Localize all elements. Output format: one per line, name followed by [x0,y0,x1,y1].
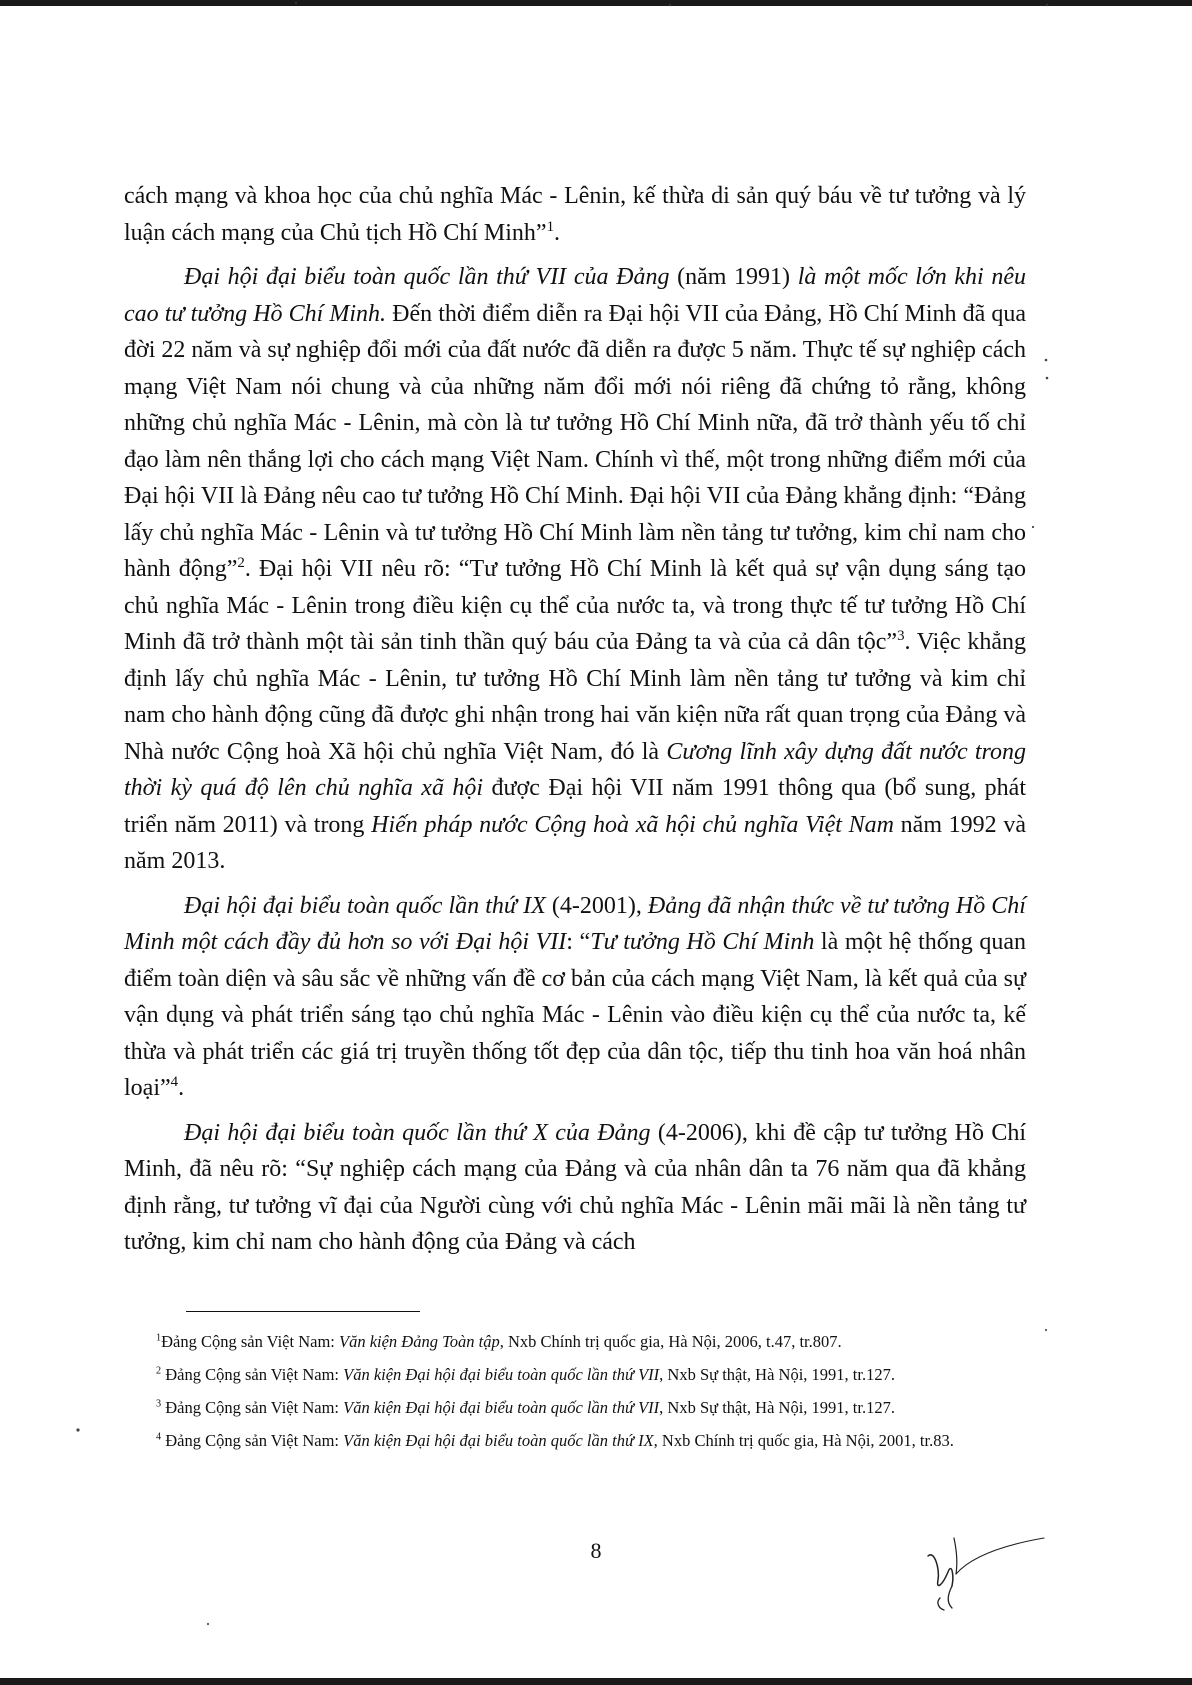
footnote-ref-1: 1 [546,218,555,235]
footnote-2: $^2$ Đảng Cộng sản Việt Nam: Văn kiện Đại hội đại biểu toàn quốc lần thứ VII, Nxb Sự thật, Hà Nội, 1991, tr.127. [156,1365,895,1384]
paragraph-congress-ix: Đại hội đại biểu toàn quốc lần thứ IX (4-2001), Đảng đã nhận thức về tư tưởng Hồ Chí Minh một cách đầy đủ hơn so với Đại hội VII: “Tư tưởng Hồ Chí Minh là một hệ thống quan điểm toàn diện và sâu sắc về những vấn đề cơ bản của cách mạng Việt Nam, là kết quả của sự vận dụng và phát triển sáng tạo chủ nghĩa Mác - Lênin vào điều kiện cụ thể của nước ta, kế thừa và phát triển các giá trị truyền thống tốt đẹp của dân tộc, tiếp thu tinh hoa văn hoá nhân loại”$^4$. [124,892,1026,1101]
page-number: 8 [590,1538,602,1563]
footnote-1: $^1$Đảng Cộng sản Việt Nam: Văn kiện Đảng Toàn tập, Nxb Chính trị quốc gia, Hà Nội, 2006, t.47, tr.807. [156,1332,842,1351]
footnote-3: $^3$ Đảng Cộng sản Việt Nam: Văn kiện Đại hội đại biểu toàn quốc lần thứ VII, Nxb Sự thật, Hà Nội, 1991, tr.127. [156,1398,895,1417]
footnote-ref-3: 3 [897,628,905,644]
footnote-ref-2: 2 [237,555,245,571]
footnote-ref-4: 4 [170,1074,179,1090]
bottom-scan-border [0,1678,1192,1685]
paragraph-congress-vii: Đại hội đại biểu toàn quốc lần thứ VII của Đảng (năm 1991) là một mốc lớn khi nêu cao tư tưởng Hồ Chí Minh. Đến thời điểm diễn ra Đại hội VII của Đảng, Hồ Chí Minh đã qua đời 22 năm và sự nghiệp đổi mới của đất nước đã diễn ra được 5 năm. Thực tế sự nghiệp cách mạng Việt Nam nói chung và của những năm đổi mới nói riêng đã chứng tỏ rằng, không những chủ nghĩa Mác - Lênin, mà còn là tư tưởng Hồ Chí Minh nữa, đã trở thành yếu tố chỉ đạo làm nên thắng lợi cho cách mạng Việt Nam. Chính vì thế, một trong những điểm mới của Đại hội VII là Đảng nêu cao tư tưởng Hồ Chí Minh. Đại hội VII của Đảng khẳng định: “Đảng lấy chủ nghĩa Mác - Lênin và tư tưởng Hồ Chí Minh làm nền tảng tư tưởng, kim chỉ nam cho hành động”$^2$. Đại hội VII nêu rõ: “Tư tưởng Hồ Chí Minh là kết quả sự vận dụng sáng tạo chủ nghĩa Mác - Lênin trong điều kiện cụ thể của nước ta, và trong thực tế tư tưởng Hồ Chí Minh đã trở thành một tài sản tinh thần quý báu của Đảng ta và của cả dân tộc”$^3$. Việc khẳng định lấy chủ nghĩa Mác - Lênin, tư tưởng Hồ Chí Minh làm nền tảng tư tưởng và kim chỉ nam cho hành động cũng đã được ghi nhận trong hai văn kiện nữa rất quan trọng của Đảng và Nhà nước Cộng hoà Xã hội chủ nghĩa Việt Nam, đó là Cương lĩnh xây dựng đất nước trong thời kỳ quá độ lên chủ nghĩa xã hội được Đại hội VII năm 1991 thông qua (bổ sung, phát triển năm 2011) và trong Hiến pháp nước Cộng hoà xã hội chủ nghĩa Việt Nam năm 1992 và năm 2013. [124,264,1026,874]
footnotes [124,1330,1026,1452]
footnote-separator [186,1311,420,1312]
paragraph-congress-x: Đại hội đại biểu toàn quốc lần thứ X của Đảng (4-2006), khi đề cập tư tưởng Hồ Chí Minh, đã nêu rõ: “Sự nghiệp cách mạng của Đảng và của nhân dân ta 76 năm qua đã khẳng định rằng, tư tưởng vĩ đại của Người cùng với chủ nghĩa Mác - Lênin mãi mãi là nền tảng tư tưởng, kim chỉ nam cho hành động của Đảng và cách [124,1119,1026,1255]
top-scan-border [0,0,1192,6]
main-body [124,178,1026,1261]
paragraph-continuation: cách mạng và khoa học của chủ nghĩa Mác - Lênin, kế thừa di sản quý báu về tư tưởng và lý luận cách mạng của Chủ tịch Hồ Chí Minh”$^1$. [124,183,1026,246]
handwritten-initial [918,1528,1048,1618]
footnote-4: $^4$ Đảng Cộng sản Việt Nam: Văn kiện Đại hội đại biểu toàn quốc lần thứ IX, Nxb Chính trị quốc gia, Hà Nội, 2001, tr.83. [156,1431,954,1450]
